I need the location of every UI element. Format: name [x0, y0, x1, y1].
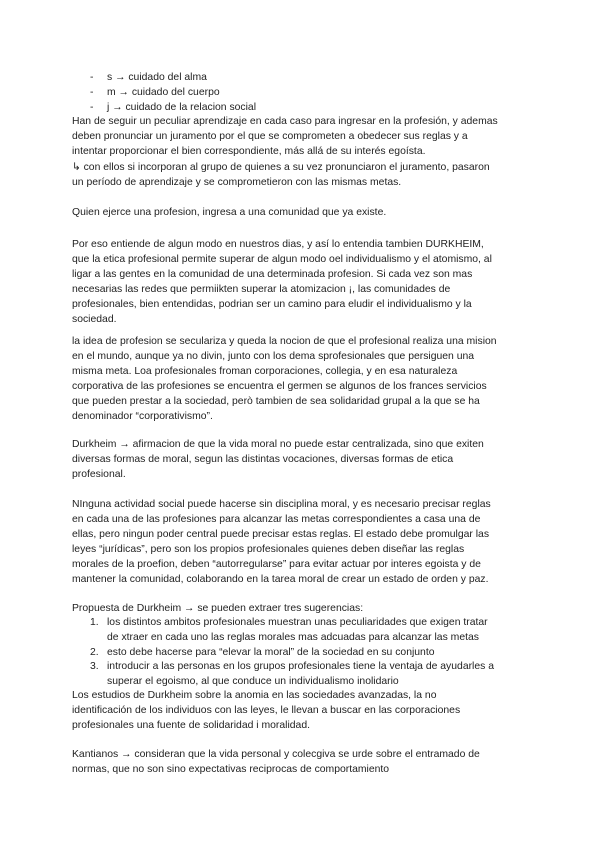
text-line: que pueden prestar a la sociedad, però tambien de sea solidaridad grupal a la que se ha — [72, 396, 480, 407]
list-item: introducir a las personas en los grupos profesionales tiene la ventaja de ayudarles a — [107, 661, 495, 672]
text-line: Han de seguir un peculiar aprendizaje en cada caso para ingresar en la profesión, y ademas — [72, 116, 498, 127]
text-line: Durkheim → afirmacion de que la vida moral no puede estar centralizada, sino que exiten — [72, 439, 484, 450]
text-line: Por eso entiende de algun modo en nuestros dias, y así lo entendia tambien DURKHEIM, — [72, 239, 484, 250]
text-line: NInguna actividad social puede hacerse sin disciplina moral, y es necesario precisar reglas — [72, 499, 491, 510]
list-number: 1. — [90, 617, 99, 628]
list-item: m → cuidado del cuerpo — [107, 87, 220, 98]
text-line: en el mundo, aunque ya no divin, junto con los dema sprofesionales que persiguen una — [72, 351, 475, 362]
list-item: esto debe hacerse para “elevar la moral” de la sociedad en su conjunto — [107, 647, 435, 658]
text-line: en cada una de las profesiones para alcanzar las metas correspondientes a casa una de — [72, 514, 481, 525]
text-line: profesionales una fuente de solidaridad i moralidad. — [72, 720, 310, 731]
list-item: de xtraer en cada uno las reglas morales mas adcuadas para alcanzar las metas — [107, 632, 479, 643]
text-line: mantener la comunidad, colaborando en la tarea moral de crear un estado de orden y paz. — [72, 574, 489, 585]
text-line: Kantianos → consideran que la vida personal y colecgiva se urde sobre el entramado de — [72, 749, 480, 760]
list-marker: - — [90, 72, 94, 83]
text-line: ligar a las gentes en la comunidad de una determinada profesion. Si cada vez son mas — [72, 269, 473, 280]
text-line: misma meta. Loa profesionales froman corporaciones, collegia, y en esa naturaleza — [72, 366, 458, 377]
list-marker: - — [90, 87, 94, 98]
list-marker: - — [90, 102, 94, 113]
list-item: j → cuidado de la relacion social — [107, 102, 257, 113]
text-line: ↳ con ellos si incorporan al grupo de quienes a su vez pronunciaron el juramento, pasaron — [72, 162, 490, 173]
text-line: que la etica profesional permite superar de algun modo oel individualismo y el atomismo, al — [72, 254, 492, 265]
text-line: sociedad. — [72, 314, 117, 325]
text-line: ellas, pero ningun poder central puede precisar estas reglas. El estado debe promulgar las — [72, 529, 490, 540]
list-item: s → cuidado del alma — [107, 72, 207, 83]
text-line: Quien ejerce una profesion, ingresa a una comunidad que ya existe. — [72, 207, 387, 218]
text-line: identificación de los individuos con las leyes, le llevan a buscar en las corporaciones — [72, 705, 461, 716]
text-line: diversas formas de moral, segun las distintas vocaciones, diversas formas de etica — [72, 454, 454, 465]
text-line: un período de aprendizaje y se comprometieron con las mismas metas. — [72, 177, 402, 188]
text-line: Propuesta de Durkheim → se pueden extraer tres sugerencias: — [72, 603, 364, 614]
text-line: normas, que no son sino expectativas reciprocas de comportamiento — [72, 764, 390, 775]
text-line: intentar proporcionar el bien correspondiente, más allá de su interés egoísta. — [72, 146, 426, 157]
text-line: necesarias las redes que permiikten superar la atomizacion ¡, las comunidades de — [72, 284, 451, 295]
text-line: deben pronunciar un juramento por el que se comprometen a obedecer sus reglas y a — [72, 131, 468, 142]
text-line: denominador “corporativismo”. — [72, 411, 213, 422]
list-number: 3. — [90, 661, 99, 672]
list-item: superar el egoismo, al que conduce un individualismo inolidario — [107, 676, 399, 687]
text-line: profesionales, bien entendidas, podrian ser un camino para eludir el individualismo y la — [72, 299, 472, 310]
text-line: Los estudios de Durkheim sobre la anomia en las sociedades avanzadas, la no — [72, 690, 437, 701]
text-line: corporativa de las profesiones se encuentra el germen se algunos de los frances servicios — [72, 381, 487, 392]
text-line: profesional. — [72, 469, 126, 480]
list-item: los distintos ambitos profesionales muestran unas peculiaridades que exigen tratar — [107, 617, 488, 628]
text-line: leyes “jurídicas”, pero son los propios profesionales quienes deben diseñar las reglas — [72, 544, 465, 555]
list-number: 2. — [90, 647, 99, 658]
text-line: la idea de profesion se seculariza y queda la nocion de que el profesional realiza una mision — [72, 336, 497, 347]
text-line: morales de la proefion, deben “autorregularse” para evitar actuar por interes egoista y de — [72, 559, 481, 570]
